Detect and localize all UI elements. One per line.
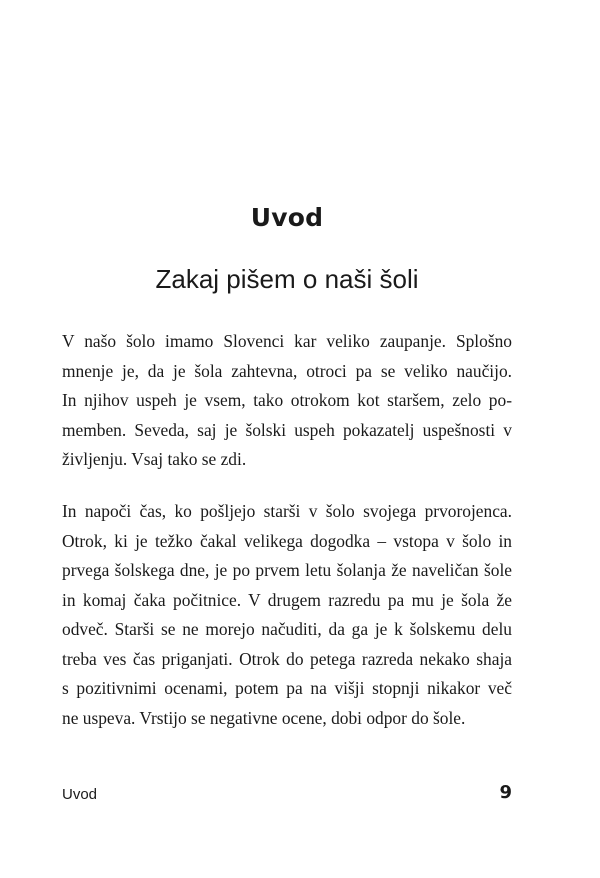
text-line: ne uspeva. Vrstijo se negativne ocene, dobi odpor do šole. (62, 707, 466, 728)
text-line: V našo šolo imamo Slovenci kar veliko zaupanje. Splošno (62, 331, 512, 351)
text-line: treba ves čas priganjati. Otrok do petega razreda nekako shaja (62, 648, 512, 669)
running-head: Uvod (62, 786, 98, 803)
text-line: in komaj čaka počitnice. V drugem razredu pa mu je šola že (62, 589, 512, 610)
section-title: Zakaj pišem o naši šoli (155, 264, 419, 294)
paragraph-1 (62, 327, 512, 475)
text-line: In njihov uspeh je vsem, tako otrokom kot staršem, zelo po- (62, 390, 512, 410)
text-line: s pozitivnimi ocenami, potem pa na višji stopnji nikakor več (62, 678, 512, 698)
paragraph-2 (62, 497, 512, 733)
chapter-title: Uvod (250, 203, 324, 232)
page-number: 9 (499, 782, 512, 803)
text-line: mnenje je, da je šola zahtevna, otroci pa se veliko naučijo. (62, 360, 512, 381)
text-line: odveč. Starši se ne morejo načuditi, da ga je k šolskemu delu (62, 619, 512, 639)
text-line: In napoči čas, ko pošljejo starši v šolo svojega prvorojenca. (62, 501, 512, 521)
text-line: Otrok, ki je težko čakal velikega dogodka – vstopa v šolo in (62, 530, 512, 551)
text-line: memben. Seveda, saj je šolski uspeh pokazatelj uspešnosti v (62, 419, 512, 440)
text-line: življenju. Vsaj tako se zdi. (62, 449, 247, 469)
text-line: prvega šolskega dne, je po prvem letu šolanja že naveličan šole (62, 560, 512, 580)
